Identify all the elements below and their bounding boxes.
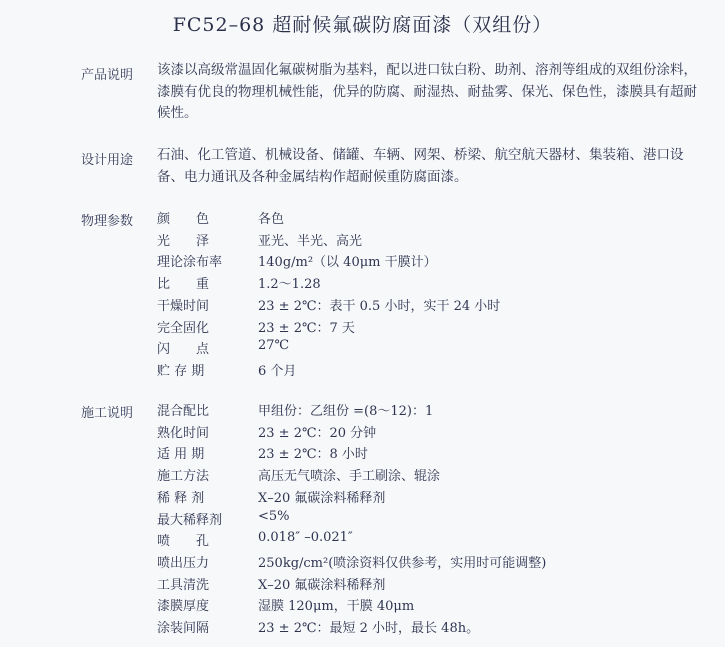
application-param-row [0, 595, 725, 615]
physical-param-key: 完全固化 [157, 320, 210, 336]
physical-param-row [0, 273, 725, 293]
application-param-row [0, 552, 725, 572]
physical-param-row [0, 338, 725, 358]
application-param-row [0, 509, 725, 529]
physical-param-row [0, 230, 725, 250]
physical-param-key: 闪 点 [157, 342, 210, 358]
application-param-key: 适 用 期 [157, 447, 205, 463]
physical-param-row [0, 251, 725, 271]
physical-param-key: 光 泽 [157, 233, 210, 249]
physical-param-value: 23 ± 2℃：7 天 [258, 320, 355, 336]
application-param-value: X–20 氟碳涂料稀释剂 [258, 490, 386, 506]
application-param-value: 250kg/cm²(喷涂资料仅供参考，实用时可能调整) [258, 555, 547, 571]
physical-param-value: 23 ± 2℃：表干 0.5 小时，实干 24 小时 [258, 298, 501, 314]
physical-param-row [0, 317, 725, 337]
application-param-value: X–20 氟碳涂料稀释剂 [258, 577, 386, 593]
document-title: FC52–68 超耐候氟碳防腐面漆（双组份） [172, 14, 553, 36]
design-use-text: 石油、化工管道、机械设备、储罐、车辆、网架、桥梁、航空航天器材、集装箱、港口设备、电力通讯及各种金属结构作超耐候重防腐面漆。 [157, 147, 684, 185]
application-param-value: 湿膜 120μm，干膜 40μm [258, 599, 415, 615]
physical-param-row [0, 208, 725, 228]
application-param-row [0, 574, 725, 594]
product-desc-text: 该漆以高级常温固化氟碳树脂为基料，配以进口钛白粉、助剂、溶剂等组成的双组份涂料，漆膜有优良的物理机械性能，优异的防腐、耐湿热、耐盐雾、保光、保色性，漆膜具有超耐候性。 [157, 62, 697, 121]
application-param-value: 23 ± 2℃：最短 2 小时，最长 48h。 [258, 621, 480, 636]
application-param-value: <5% [258, 508, 290, 524]
application-param-row [0, 530, 725, 550]
application-param-key: 喷 孔 [157, 534, 210, 550]
application-param-value: 23 ± 2℃：8 小时 [258, 447, 368, 463]
application-param-row [0, 487, 725, 507]
application-param-row [0, 617, 725, 637]
application-param-key: 施工方法 [157, 469, 210, 485]
application-param-key: 最大稀释剂 [157, 512, 223, 528]
physical-param-row [0, 360, 725, 380]
physical-param-value: 1.2～1.28 [258, 277, 321, 293]
physical-param-value: 亚光、半光、高光 [258, 233, 363, 249]
physical-param-row [0, 295, 725, 315]
application-param-key: 熟化时间 [157, 425, 210, 441]
physical-label: 物理参数 [81, 214, 134, 229]
physical-param-key: 理论涂布率 [157, 255, 223, 271]
application-param-key: 稀 释 剂 [157, 490, 205, 506]
application-param-row [0, 422, 725, 442]
physical-param-value: 各色 [258, 212, 285, 227]
application-param-value: 甲组份：乙组份 =(8～12)：1 [258, 404, 434, 419]
application-param-key: 混合配比 [157, 404, 210, 419]
application-param-row [0, 465, 725, 485]
physical-param-key: 干燥时间 [157, 298, 210, 314]
design-use-label: 设计用途 [81, 153, 134, 168]
application-param-value: 23 ± 2℃：20 分钟 [258, 425, 377, 441]
application-param-key: 漆膜厚度 [157, 599, 210, 615]
application-param-value: 高压无气喷涂、手工刷涂、辊涂 [258, 469, 441, 485]
application-label: 施工说明 [81, 406, 134, 421]
application-param-key: 工具清洗 [157, 577, 210, 593]
application-param-value: 0.018″ –0.021″ [258, 530, 353, 546]
application-param-key: 喷出压力 [157, 555, 210, 571]
physical-param-value: 140g/m²（以 40μm 干膜计） [258, 255, 437, 271]
application-param-row [0, 400, 725, 420]
application-param-row [0, 443, 725, 463]
physical-param-key: 比 重 [157, 277, 210, 293]
physical-param-value: 6 个月 [258, 363, 297, 379]
physical-param-key: 颜 色 [157, 212, 210, 227]
product-desc-label: 产品说明 [81, 68, 134, 83]
application-param-key: 涂装间隔 [157, 621, 210, 636]
physical-param-key: 贮 存 期 [157, 363, 205, 379]
physical-param-value: 27℃ [258, 338, 290, 354]
